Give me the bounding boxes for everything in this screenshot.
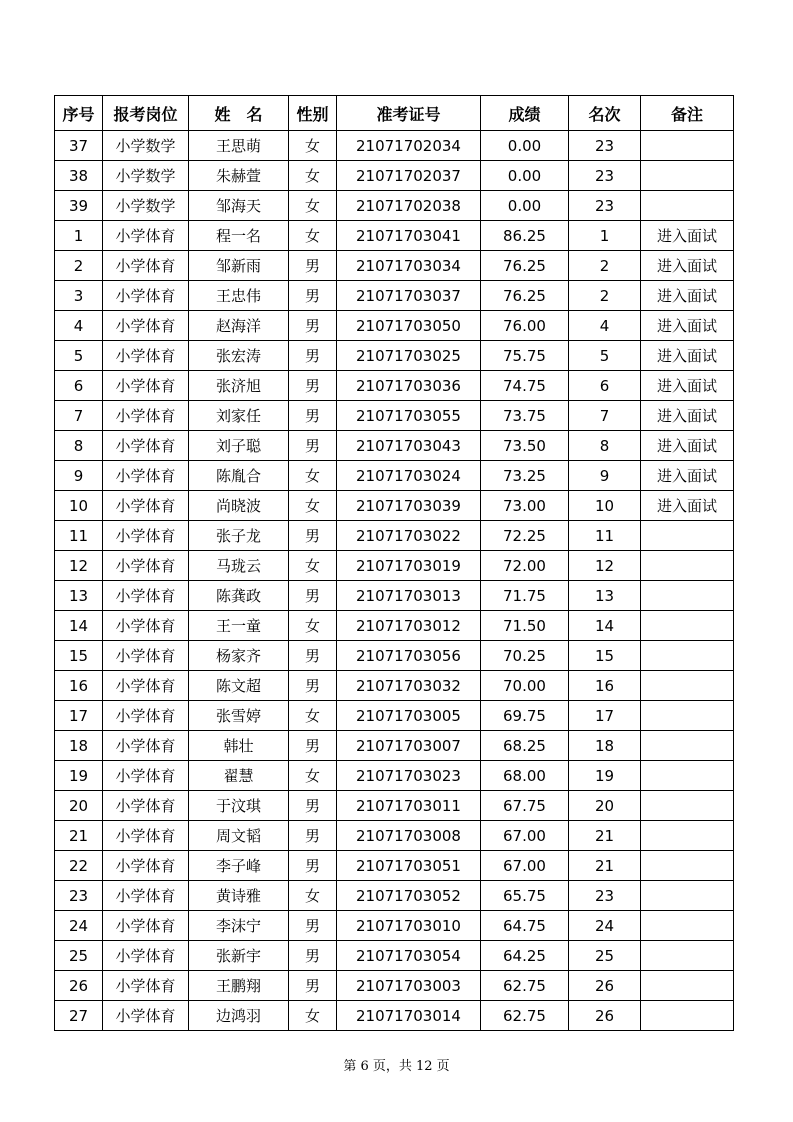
table-row	[55, 941, 734, 971]
rank-cell: 19	[569, 761, 641, 791]
ticket-cell: 21071703032	[337, 671, 481, 701]
ticket-cell: 21071703039	[337, 491, 481, 521]
gender-cell: 男	[289, 581, 337, 611]
header-name: 姓 名	[189, 96, 289, 131]
seq-cell: 39	[55, 191, 103, 221]
gender-cell: 女	[289, 881, 337, 911]
name-cell: 张宏涛	[189, 341, 289, 371]
ticket-cell: 21071702038	[337, 191, 481, 221]
score-cell: 76.00	[481, 311, 569, 341]
position-cell: 小学体育	[103, 731, 189, 761]
ticket-cell: 21071703052	[337, 881, 481, 911]
name-cell: 王一童	[189, 611, 289, 641]
name-cell: 张雪婷	[189, 701, 289, 731]
seq-cell: 27	[55, 1001, 103, 1031]
rank-cell: 17	[569, 701, 641, 731]
rank-cell: 8	[569, 431, 641, 461]
gender-cell: 男	[289, 851, 337, 881]
name-cell: 尚晓波	[189, 491, 289, 521]
name-cell: 周文韬	[189, 821, 289, 851]
score-cell: 62.75	[481, 971, 569, 1001]
name-cell: 杨家齐	[189, 641, 289, 671]
rank-cell: 6	[569, 371, 641, 401]
note-cell	[641, 941, 734, 971]
gender-cell: 女	[289, 611, 337, 641]
ticket-cell: 21071703037	[337, 281, 481, 311]
seq-cell: 10	[55, 491, 103, 521]
gender-cell: 女	[289, 491, 337, 521]
note-cell: 进入面试	[641, 281, 734, 311]
ticket-cell: 21071703054	[337, 941, 481, 971]
score-cell: 65.75	[481, 881, 569, 911]
ticket-cell: 21071703011	[337, 791, 481, 821]
table-row	[55, 761, 734, 791]
position-cell: 小学体育	[103, 851, 189, 881]
note-cell	[641, 881, 734, 911]
name-cell: 王思萌	[189, 131, 289, 161]
table-row	[55, 491, 734, 521]
position-cell: 小学体育	[103, 1001, 189, 1031]
score-cell: 64.75	[481, 911, 569, 941]
gender-cell: 男	[289, 401, 337, 431]
position-cell: 小学体育	[103, 881, 189, 911]
score-cell: 72.00	[481, 551, 569, 581]
name-cell: 于汶琪	[189, 791, 289, 821]
gender-cell: 男	[289, 281, 337, 311]
note-cell	[641, 761, 734, 791]
gender-cell: 男	[289, 311, 337, 341]
score-cell: 76.25	[481, 251, 569, 281]
gender-cell: 女	[289, 551, 337, 581]
rank-cell: 10	[569, 491, 641, 521]
rank-cell: 5	[569, 341, 641, 371]
seq-cell: 22	[55, 851, 103, 881]
seq-cell: 25	[55, 941, 103, 971]
seq-cell: 38	[55, 161, 103, 191]
seq-cell: 37	[55, 131, 103, 161]
score-cell: 0.00	[481, 161, 569, 191]
rank-cell: 23	[569, 161, 641, 191]
note-cell	[641, 791, 734, 821]
rank-cell: 24	[569, 911, 641, 941]
note-cell: 进入面试	[641, 251, 734, 281]
note-cell	[641, 551, 734, 581]
rank-cell: 11	[569, 521, 641, 551]
rank-cell: 21	[569, 821, 641, 851]
note-cell: 进入面试	[641, 341, 734, 371]
position-cell: 小学体育	[103, 431, 189, 461]
rank-cell: 4	[569, 311, 641, 341]
gender-cell: 女	[289, 191, 337, 221]
score-cell: 67.00	[481, 851, 569, 881]
seq-cell: 15	[55, 641, 103, 671]
name-cell: 王鹏翔	[189, 971, 289, 1001]
seq-cell: 1	[55, 221, 103, 251]
name-cell: 马珑云	[189, 551, 289, 581]
table-row	[55, 791, 734, 821]
position-cell: 小学体育	[103, 641, 189, 671]
position-cell: 小学体育	[103, 491, 189, 521]
ticket-cell: 21071703043	[337, 431, 481, 461]
name-cell: 刘子聪	[189, 431, 289, 461]
position-cell: 小学体育	[103, 911, 189, 941]
name-cell: 边鸿羽	[189, 1001, 289, 1031]
table-row	[55, 1001, 734, 1031]
position-cell: 小学体育	[103, 671, 189, 701]
score-cell: 72.25	[481, 521, 569, 551]
note-cell	[641, 671, 734, 701]
name-cell: 张济旭	[189, 371, 289, 401]
note-cell: 进入面试	[641, 371, 734, 401]
name-cell: 陈龚政	[189, 581, 289, 611]
ticket-cell: 21071703023	[337, 761, 481, 791]
gender-cell: 女	[289, 221, 337, 251]
gender-cell: 女	[289, 1001, 337, 1031]
gender-cell: 男	[289, 341, 337, 371]
ticket-cell: 21071703019	[337, 551, 481, 581]
gender-cell: 男	[289, 431, 337, 461]
gender-cell: 男	[289, 941, 337, 971]
table-row	[55, 221, 734, 251]
results-table	[54, 95, 734, 1031]
rank-cell: 1	[569, 221, 641, 251]
ticket-cell: 21071702034	[337, 131, 481, 161]
table-row	[55, 251, 734, 281]
note-cell: 进入面试	[641, 491, 734, 521]
note-cell	[641, 911, 734, 941]
rank-cell: 14	[569, 611, 641, 641]
seq-cell: 21	[55, 821, 103, 851]
note-cell	[641, 521, 734, 551]
seq-cell: 12	[55, 551, 103, 581]
position-cell: 小学体育	[103, 611, 189, 641]
rank-cell: 2	[569, 281, 641, 311]
position-cell: 小学体育	[103, 311, 189, 341]
name-cell: 张新宇	[189, 941, 289, 971]
note-cell	[641, 641, 734, 671]
ticket-cell: 21071703010	[337, 911, 481, 941]
position-cell: 小学体育	[103, 251, 189, 281]
score-cell: 74.75	[481, 371, 569, 401]
position-cell: 小学体育	[103, 941, 189, 971]
seq-cell: 16	[55, 671, 103, 701]
seq-cell: 9	[55, 461, 103, 491]
position-cell: 小学数学	[103, 191, 189, 221]
position-cell: 小学体育	[103, 761, 189, 791]
name-cell: 黄诗雅	[189, 881, 289, 911]
ticket-cell: 21071703003	[337, 971, 481, 1001]
name-cell: 邹海天	[189, 191, 289, 221]
score-cell: 73.25	[481, 461, 569, 491]
ticket-cell: 21071703034	[337, 251, 481, 281]
ticket-cell: 21071703024	[337, 461, 481, 491]
gender-cell: 女	[289, 461, 337, 491]
rank-cell: 26	[569, 1001, 641, 1031]
ticket-cell: 21071703050	[337, 311, 481, 341]
table-body	[55, 131, 734, 1031]
note-cell: 进入面试	[641, 431, 734, 461]
table-row	[55, 191, 734, 221]
seq-cell: 5	[55, 341, 103, 371]
name-cell: 张子龙	[189, 521, 289, 551]
ticket-cell: 21071703055	[337, 401, 481, 431]
gender-cell: 女	[289, 131, 337, 161]
score-cell: 67.00	[481, 821, 569, 851]
rank-cell: 21	[569, 851, 641, 881]
note-cell	[641, 611, 734, 641]
score-cell: 0.00	[481, 131, 569, 161]
table-row	[55, 161, 734, 191]
note-cell: 进入面试	[641, 401, 734, 431]
position-cell: 小学体育	[103, 971, 189, 1001]
table-row	[55, 881, 734, 911]
table-row	[55, 821, 734, 851]
seq-cell: 26	[55, 971, 103, 1001]
score-cell: 70.25	[481, 641, 569, 671]
note-cell	[641, 971, 734, 1001]
seq-cell: 13	[55, 581, 103, 611]
rank-cell: 23	[569, 881, 641, 911]
ticket-cell: 21071703005	[337, 701, 481, 731]
rank-cell: 23	[569, 131, 641, 161]
header-seq: 序号	[55, 96, 103, 131]
table-row	[55, 281, 734, 311]
gender-cell: 女	[289, 761, 337, 791]
table-row	[55, 971, 734, 1001]
seq-cell: 6	[55, 371, 103, 401]
ticket-cell: 21071703008	[337, 821, 481, 851]
score-cell: 68.25	[481, 731, 569, 761]
ticket-cell: 21071703041	[337, 221, 481, 251]
name-cell: 程一名	[189, 221, 289, 251]
position-cell: 小学体育	[103, 581, 189, 611]
note-cell	[641, 581, 734, 611]
note-cell	[641, 131, 734, 161]
table-row	[55, 311, 734, 341]
gender-cell: 男	[289, 731, 337, 761]
table-row	[55, 701, 734, 731]
page-footer: 第 6 页，共 12 页	[343, 1059, 450, 1074]
gender-cell: 男	[289, 641, 337, 671]
ticket-cell: 21071702037	[337, 161, 481, 191]
table-row	[55, 581, 734, 611]
table-row	[55, 341, 734, 371]
gender-cell: 女	[289, 701, 337, 731]
header-rank: 名次	[569, 96, 641, 131]
ticket-cell: 21071703012	[337, 611, 481, 641]
gender-cell: 男	[289, 791, 337, 821]
table-row	[55, 401, 734, 431]
score-cell: 67.75	[481, 791, 569, 821]
table-row	[55, 611, 734, 641]
score-cell: 73.00	[481, 491, 569, 521]
gender-cell: 男	[289, 521, 337, 551]
note-cell	[641, 731, 734, 761]
position-cell: 小学体育	[103, 221, 189, 251]
note-cell	[641, 191, 734, 221]
seq-cell: 11	[55, 521, 103, 551]
rank-cell: 7	[569, 401, 641, 431]
ticket-cell: 21071703014	[337, 1001, 481, 1031]
seq-cell: 19	[55, 761, 103, 791]
score-cell: 64.25	[481, 941, 569, 971]
score-cell: 68.00	[481, 761, 569, 791]
seq-cell: 8	[55, 431, 103, 461]
note-cell	[641, 851, 734, 881]
header-note: 备注	[641, 96, 734, 131]
table-row	[55, 371, 734, 401]
position-cell: 小学体育	[103, 461, 189, 491]
name-cell: 王忠伟	[189, 281, 289, 311]
name-cell: 刘家任	[189, 401, 289, 431]
seq-cell: 17	[55, 701, 103, 731]
name-cell: 韩壮	[189, 731, 289, 761]
position-cell: 小学数学	[103, 131, 189, 161]
header-score: 成绩	[481, 96, 569, 131]
seq-cell: 2	[55, 251, 103, 281]
table-row	[55, 131, 734, 161]
table-row	[55, 671, 734, 701]
rank-cell: 16	[569, 671, 641, 701]
rank-cell: 13	[569, 581, 641, 611]
name-cell: 陈文超	[189, 671, 289, 701]
table-row	[55, 461, 734, 491]
header-position: 报考岗位	[103, 96, 189, 131]
rank-cell: 25	[569, 941, 641, 971]
header-ticket: 准考证号	[337, 96, 481, 131]
position-cell: 小学体育	[103, 551, 189, 581]
header-gender: 性别	[289, 96, 337, 131]
note-cell	[641, 161, 734, 191]
note-cell	[641, 821, 734, 851]
name-cell: 邹新雨	[189, 251, 289, 281]
score-cell: 0.00	[481, 191, 569, 221]
position-cell: 小学体育	[103, 701, 189, 731]
gender-cell: 男	[289, 371, 337, 401]
ticket-cell: 21071703007	[337, 731, 481, 761]
table-row	[55, 431, 734, 461]
position-cell: 小学体育	[103, 521, 189, 551]
seq-cell: 18	[55, 731, 103, 761]
position-cell: 小学体育	[103, 821, 189, 851]
rank-cell: 15	[569, 641, 641, 671]
score-cell: 69.75	[481, 701, 569, 731]
score-cell: 75.75	[481, 341, 569, 371]
note-cell: 进入面试	[641, 311, 734, 341]
table-row	[55, 911, 734, 941]
seq-cell: 23	[55, 881, 103, 911]
position-cell: 小学体育	[103, 791, 189, 821]
position-cell: 小学数学	[103, 161, 189, 191]
seq-cell: 4	[55, 311, 103, 341]
gender-cell: 男	[289, 821, 337, 851]
score-cell: 71.50	[481, 611, 569, 641]
name-cell: 李沫宁	[189, 911, 289, 941]
rank-cell: 12	[569, 551, 641, 581]
name-cell: 赵海洋	[189, 311, 289, 341]
score-cell: 76.25	[481, 281, 569, 311]
gender-cell: 女	[289, 161, 337, 191]
position-cell: 小学体育	[103, 371, 189, 401]
table-row	[55, 521, 734, 551]
score-cell: 73.50	[481, 431, 569, 461]
position-cell: 小学体育	[103, 401, 189, 431]
gender-cell: 男	[289, 671, 337, 701]
note-cell: 进入面试	[641, 221, 734, 251]
seq-cell: 7	[55, 401, 103, 431]
gender-cell: 男	[289, 971, 337, 1001]
ticket-cell: 21071703013	[337, 581, 481, 611]
seq-cell: 14	[55, 611, 103, 641]
position-cell: 小学体育	[103, 341, 189, 371]
name-cell: 李子峰	[189, 851, 289, 881]
ticket-cell: 21071703025	[337, 341, 481, 371]
table-row	[55, 641, 734, 671]
score-cell: 86.25	[481, 221, 569, 251]
rank-cell: 18	[569, 731, 641, 761]
seq-cell: 24	[55, 911, 103, 941]
rank-cell: 26	[569, 971, 641, 1001]
rank-cell: 2	[569, 251, 641, 281]
position-cell: 小学体育	[103, 281, 189, 311]
seq-cell: 3	[55, 281, 103, 311]
name-cell: 朱赫萱	[189, 161, 289, 191]
gender-cell: 男	[289, 251, 337, 281]
gender-cell: 男	[289, 911, 337, 941]
score-cell: 62.75	[481, 1001, 569, 1031]
note-cell	[641, 701, 734, 731]
rank-cell: 9	[569, 461, 641, 491]
note-cell	[641, 1001, 734, 1031]
table-header-row	[55, 96, 734, 131]
rank-cell: 20	[569, 791, 641, 821]
ticket-cell: 21071703022	[337, 521, 481, 551]
ticket-cell: 21071703036	[337, 371, 481, 401]
table-row	[55, 551, 734, 581]
table-row	[55, 731, 734, 761]
note-cell: 进入面试	[641, 461, 734, 491]
score-cell: 70.00	[481, 671, 569, 701]
name-cell: 陈胤合	[189, 461, 289, 491]
ticket-cell: 21071703056	[337, 641, 481, 671]
table-row	[55, 851, 734, 881]
score-cell: 73.75	[481, 401, 569, 431]
name-cell: 翟慧	[189, 761, 289, 791]
rank-cell: 23	[569, 191, 641, 221]
score-cell: 71.75	[481, 581, 569, 611]
seq-cell: 20	[55, 791, 103, 821]
ticket-cell: 21071703051	[337, 851, 481, 881]
